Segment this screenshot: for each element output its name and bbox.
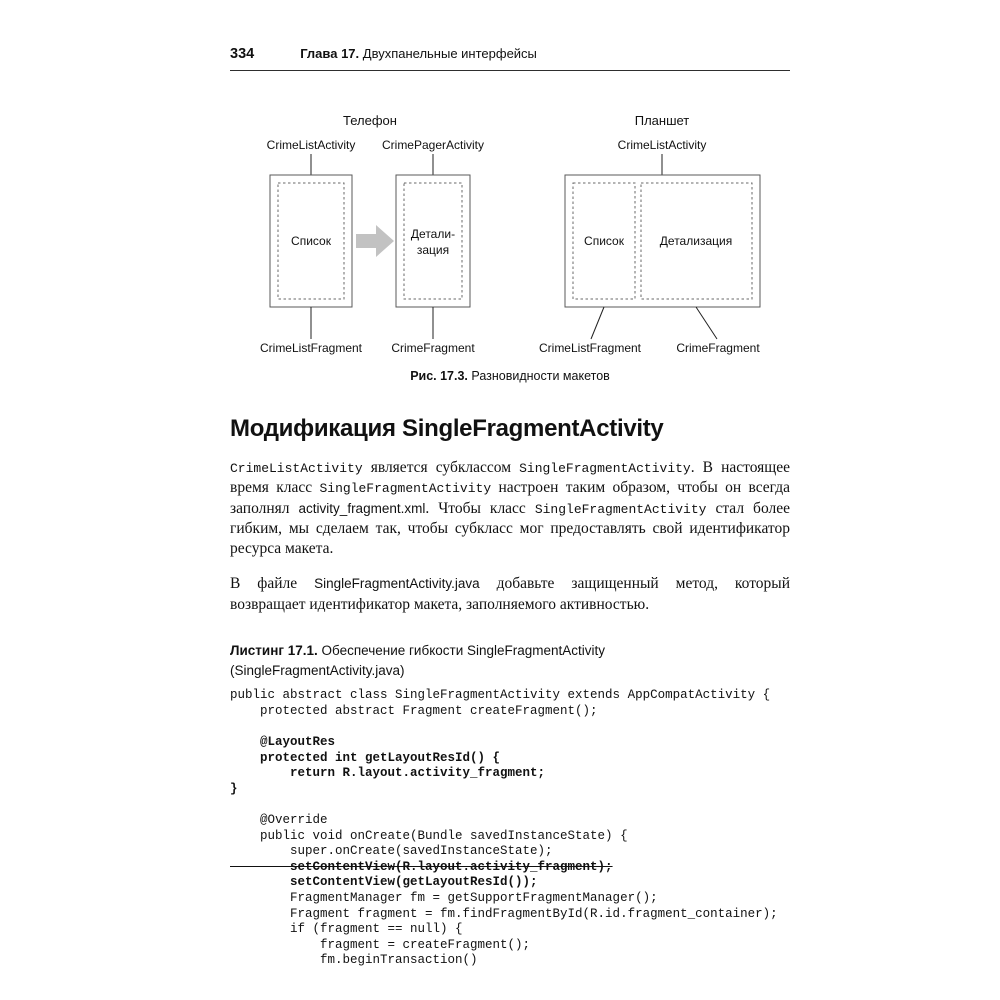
tablet-list-activity-label: CrimeListActivity [617,138,707,152]
figure-caption [230,369,790,383]
phone-list-box-label: Список [291,234,331,248]
code-line: public abstract class SingleFragmentActivity extends AppCompatActivity { [230,688,771,703]
code-line: fragment = createFragment(); [230,937,531,952]
chapter-heading [300,46,537,61]
phone-pager-activity-box [396,175,470,307]
phone-detail-box-label-line1: Детали- [410,227,456,241]
phone-crime-fragment-label: CrimeFragment [391,341,475,355]
connector-line [591,307,604,339]
tablet-detail-box-label: Детализация [659,234,733,248]
body-text: стал более гибким, мы сделаем так, чтобы субкласс мог предоставлять свой идентификатор ресурса макета. [230,499,790,558]
inline-code: SingleFragmentActivity [519,461,691,476]
phone-list-fragment-label: CrimeListFragment [259,341,363,355]
section-heading: Модификация SingleFragmentActivity [230,415,664,442]
listing-caption-label: Листинг 17.1. [230,643,318,659]
inline-code: CrimeListActivity [230,461,363,476]
body-text: В файле [230,575,315,593]
inline-filename: activity_fragment.xml [298,500,426,516]
phone-detail-fragment-box [404,183,462,299]
phone-pager-activity-label: CrimePagerActivity [381,138,485,152]
phone-detail-box-label-line2: зация [416,243,450,257]
listing-caption-file: (SingleFragmentActivity.java) [230,662,405,678]
code-line: super.onCreate(savedInstanceState); [230,844,553,859]
inline-code: SingleFragmentActivity [319,481,492,497]
body-text: . Чтобы класс [425,499,535,517]
code-line: public void onCreate(Bundle savedInstanceState) { [230,828,628,843]
chapter-label: Глава 17. [300,46,360,61]
code-line: return R.layout.activity_fragment; [230,766,546,781]
phone-diagram-title: Телефон [343,113,397,128]
page-number: 334 [230,46,255,62]
code-line: Fragment fragment = fm.findFragmentById(R.id.fragment_container); [230,906,778,921]
body-text: . В настоящее время класс [230,459,791,497]
code-line: FragmentManager fm = getSupportFragmentManager(); [230,890,658,905]
tablet-list-fragment-label: CrimeListFragment [538,341,642,355]
figure-caption-label: Рис. 17.3. [410,369,468,383]
code-line-removed: setContentView(R.layout.activity_fragment); [230,859,613,874]
tablet-list-box-label: Список [584,234,624,248]
body-text: является субклассом [362,459,520,476]
listing-caption [230,641,790,680]
inline-filename: SingleFragmentActivity.java [314,576,480,592]
inline-code: SingleFragmentActivity [534,501,707,517]
paragraph-1 [230,458,790,559]
chapter-title: Двухпанельные интерфейсы [359,46,537,61]
body-text: настроен таким образом, чтобы он всегда заполнял [230,479,791,517]
code-line: if (fragment == null) { [230,922,463,937]
layout-variants-figure [230,109,790,361]
figure-caption-text: Разновидности макетов [467,369,610,383]
code-line [230,797,790,813]
connector-line [696,307,717,339]
body-text: добавьте защищенный метод, который возвращает идентификатор макета, заполняемого активностью. [230,575,791,613]
paragraph-2 [230,574,790,615]
code-line [230,719,790,735]
code-line-added: setContentView(getLayoutResId()); [230,875,538,890]
code-listing [230,688,790,969]
listing-caption-line1 [230,641,790,661]
tablet-diagram-title: Планшет [634,113,690,128]
code-line: protected int getLayoutResId() { [230,750,501,765]
tablet-crime-fragment-label: CrimeFragment [676,341,760,355]
page-content [230,46,790,969]
code-line: @LayoutRes [230,734,336,749]
code-line: } [230,781,238,796]
arrow-right-icon [356,225,394,257]
code-line: protected abstract Fragment createFragment(); [230,703,598,718]
phone-list-activity-label: CrimeListActivity [266,138,356,152]
code-line: fm.beginTransaction() [230,953,478,968]
running-header [230,46,790,71]
code-line: @Override [230,812,328,827]
listing-caption-text: Обеспечение гибкости SingleFragmentActivity [317,643,606,659]
